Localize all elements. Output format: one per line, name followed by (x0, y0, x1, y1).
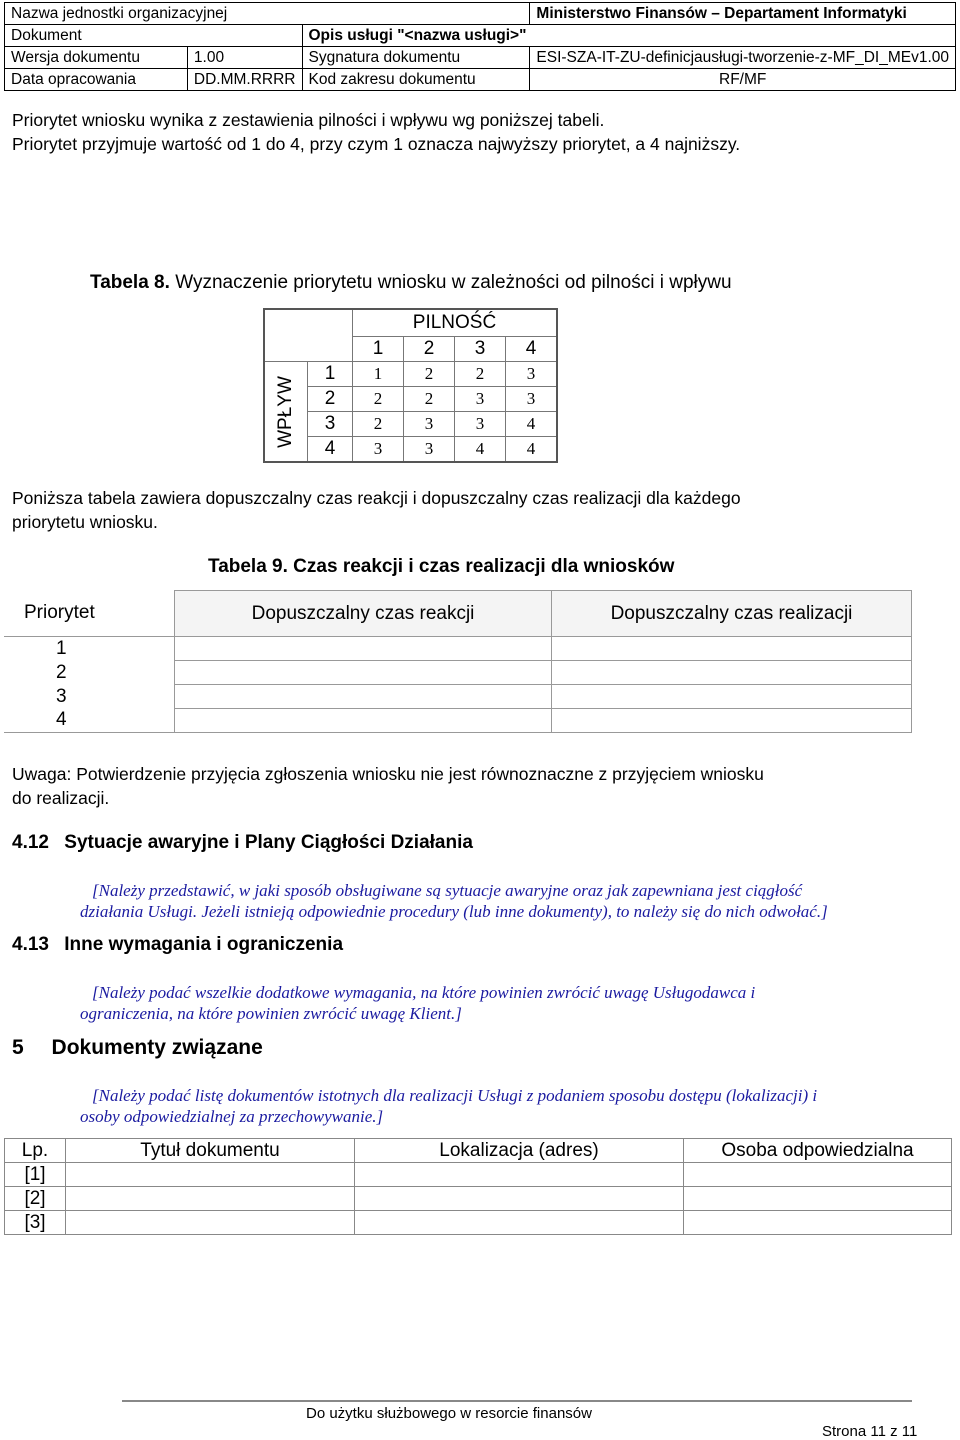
table9 (4, 590, 912, 733)
header-row-date (5, 69, 956, 91)
matrix-row-header: WPŁYW (275, 375, 296, 448)
uwaga-line-1: Uwaga: Potwierdzenie przyjęcia zgłoszenia wniosku nie jest równoznaczne z przyjęciem wniosku (12, 764, 764, 784)
matrix-cell: 2 (404, 387, 455, 412)
footer-center-text: Do użytku służbowego w resorcie finansów (306, 1405, 592, 1422)
matrix-cell: 3 (404, 412, 455, 437)
matrix-cell: 3 (455, 412, 506, 437)
matrix-row-label: 1 (308, 362, 353, 387)
org-label: Nazwa jednostki organizacyjnej (5, 3, 530, 25)
uwaga-line-2: do realizacji. (12, 788, 110, 808)
matrix-cell: 4 (506, 412, 558, 437)
table-row (5, 1163, 952, 1187)
table9-caption: Tabela 9. Czas reakcji i czas realizacji dla wniosków (208, 556, 675, 577)
intro-line-1: Priorytet wniosku wynika z zestawienia pilności i wpływu wg poniższej tabeli. (12, 110, 605, 130)
matrix-corner (264, 309, 353, 337)
table9-row-priority: 1 (4, 637, 175, 661)
documents-table (4, 1138, 952, 1235)
matrix-cell: 3 (353, 437, 404, 463)
matrix-cell: 3 (506, 362, 558, 387)
footer-divider (122, 1400, 912, 1402)
section-4-12-note-1: [Należy przedstawić, w jaki sposób obsługiwane są sytuacje awaryjne oraz jak zapewniana jest ciągłość (92, 881, 803, 900)
matrix-cell: 2 (404, 362, 455, 387)
date-label: Data opracowania (5, 69, 188, 91)
section-5-heading (12, 1036, 263, 1060)
document-header (4, 2, 956, 91)
matrix-col-label: 2 (404, 337, 455, 362)
para2-line-1: Poniższa tabela zawiera dopuszczalny czas reakcji i dopuszczalny czas realizacji dla każdego (12, 488, 741, 508)
signature-value: ESI-SZA-IT-ZU-definicjausługi-tworzenie-z-MF_DI_MEv1.00 (530, 47, 956, 69)
matrix-cell: 2 (353, 412, 404, 437)
section-4-13-heading (12, 934, 343, 956)
section-4-12-note-2: działania Usługi. Jeżeli istnieją odpowiednie procedury (lub inne dokumenty), to należy się do nich odwołać.] (80, 902, 828, 921)
table9-row-priority: 4 (4, 709, 175, 733)
version-label: Wersja dokumentu (5, 47, 188, 69)
doc-value: Opis usługi "<nazwa usługi>" (302, 25, 956, 47)
table9-row-priority: 3 (4, 685, 175, 709)
table8-caption-text: Wyznaczenie priorytetu wniosku w zależności od pilności i wpływu (175, 272, 732, 293)
section-4-12-heading (12, 832, 473, 854)
intro-line-2: Priorytet przyjmuje wartość od 1 do 4, przy czym 1 oznacza najwyższy priorytet, a 4 najniższy. (12, 134, 741, 154)
table9-header-reaction: Dopuszczalny czas reakcji (175, 591, 552, 637)
section-5-note-2: osoby odpowiedzialnej za przechowywanie.] (80, 1107, 384, 1126)
docs-header-title: Tytuł dokumentu (66, 1139, 355, 1163)
section-5-note-1: [Należy podać listę dokumentów istotnych dla realizacji Usługi z podaniem sposobu dostępu (lokalizacji) i (92, 1086, 818, 1105)
matrix-row-label: 3 (308, 412, 353, 437)
matrix-cell: 3 (506, 387, 558, 412)
matrix-row-label: 4 (308, 437, 353, 463)
table-row (5, 1187, 952, 1211)
section-4-13-number: 4.13 (12, 934, 49, 955)
table9-header-priority: Priorytet (4, 591, 175, 637)
scope-label: Kod zakresu dokumentu (302, 69, 530, 91)
docs-header-owner: Osoba odpowiedzialna (684, 1139, 952, 1163)
docs-row-lp: [2] (5, 1187, 66, 1211)
matrix-col-label: 1 (353, 337, 404, 362)
matrix-cell: 2 (455, 362, 506, 387)
signature-label: Sygnatura dokumentu (302, 47, 530, 69)
org-value: Ministerstwo Finansów – Departament Informatyki (530, 3, 956, 25)
matrix-col-label: 4 (506, 337, 558, 362)
section-4-12-number: 4.12 (12, 832, 49, 853)
header-row-org (5, 3, 956, 25)
section-5-title: Dokumenty związane (51, 1036, 263, 1059)
priority-matrix (263, 308, 558, 463)
docs-header-lp: Lp. (5, 1139, 66, 1163)
para2-line-2: priorytetu wniosku. (12, 512, 158, 532)
doc-label: Dokument (5, 25, 303, 47)
table9-header-realization: Dopuszczalny czas realizacji (552, 591, 912, 637)
date-value: DD.MM.RRRR (187, 69, 302, 91)
section-4-12-title: Sytuacje awaryjne i Plany Ciągłości Działania (64, 832, 473, 853)
section-4-13-note-2: ograniczenia, na które powinien zwrócić uwagę Klient.] (80, 1004, 462, 1023)
matrix-col-label: 3 (455, 337, 506, 362)
matrix-cell: 3 (455, 387, 506, 412)
table-row (5, 1211, 952, 1235)
scope-value: RF/MF (530, 69, 956, 91)
matrix-row-header-cell (264, 362, 308, 463)
matrix-row-label: 2 (308, 387, 353, 412)
section-4-13-title: Inne wymagania i ograniczenia (64, 934, 344, 955)
header-row-version (5, 47, 956, 69)
version-value: 1.00 (187, 47, 302, 69)
docs-row-lp: [3] (5, 1211, 66, 1235)
section-5-number: 5 (12, 1036, 24, 1059)
matrix-cell: 1 (353, 362, 404, 387)
docs-row-lp: [1] (5, 1163, 66, 1187)
matrix-cell: 4 (506, 437, 558, 463)
docs-header-location: Lokalizacja (adres) (355, 1139, 684, 1163)
matrix-col-header: PILNOŚĆ (353, 309, 558, 337)
matrix-cell: 4 (455, 437, 506, 463)
table8-caption-number: Tabela 8. (90, 272, 170, 293)
header-row-doc (5, 25, 956, 47)
section-4-13-note-1: [Należy podać wszelkie dodatkowe wymagania, na które powinien zwrócić uwagę Usługodawca i (92, 983, 756, 1002)
matrix-cell: 3 (404, 437, 455, 463)
footer-page-number: Strona 11 z 11 (822, 1423, 918, 1440)
table8-caption (90, 272, 732, 294)
matrix-cell: 2 (353, 387, 404, 412)
table9-row-priority: 2 (4, 661, 175, 685)
